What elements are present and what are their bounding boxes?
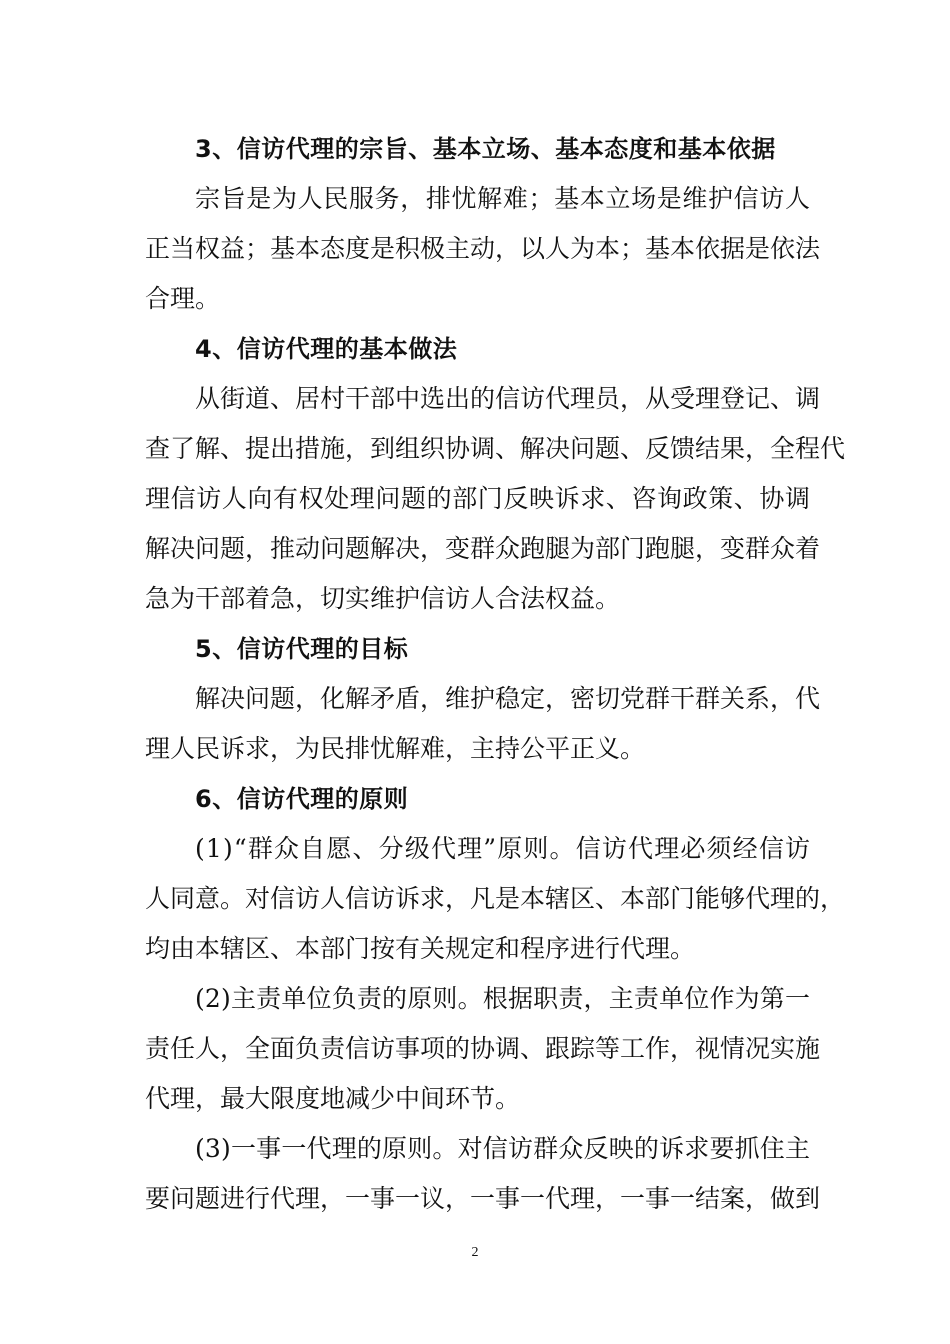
paragraph-line: 要问题进行代理，一事一议，一事一代理，一事一结案，做到 [145,1184,821,1213]
paragraph-line: 代理，最大限度地减少中间环节。 [145,1084,521,1113]
body-paragraph [145,824,846,974]
body-paragraph [145,174,821,324]
paragraph-line: (1)“群众自愿、分级代理”原则。信访代理必须经信访 [195,834,812,863]
paragraph-line: 合理。 [145,284,221,313]
paragraph-line: 理信访人向有权处理问题的部门反映诉求、咨询政策、协调 [145,484,811,513]
paragraph-line: 从街道、居村干部中选出的信访代理员，从受理登记、调 [195,384,821,413]
paragraph-line: 人同意。对信访人信访诉求，凡是本辖区、本部门能够代理的， [145,884,846,913]
section-heading: 6、信访代理的原则 [195,785,409,813]
body-paragraph [145,1124,821,1224]
paragraph-line: 急为干部着急，切实维护信访人合法权益。 [145,584,621,613]
section-heading: 3、信访代理的宗旨、基本立场、基本态度和基本依据 [195,135,776,163]
paragraph-line: 均由本辖区、本部门按有关规定和程序进行代理。 [145,934,696,963]
paragraph-line: 责任人，全面负责信访事项的协调、跟踪等工作，视情况实施 [145,1034,821,1063]
paragraph-line: 解决问题，化解矛盾，维护稳定，密切党群干群关系，代 [195,684,821,713]
paragraph-line: (3)一事一代理的原则。对信访群众反映的诉求要抓住主 [195,1134,811,1163]
body-paragraph [145,674,821,774]
document-body [145,124,846,1224]
body-paragraph [145,374,846,624]
paragraph-line: 查了解、提出措施，到组织协调、解决问题、反馈结果，全程代 [145,434,846,463]
paragraph-line: 正当权益；基本态度是积极主动，以人为本；基本依据是依法 [145,234,821,263]
paragraph-line: 理人民诉求，为民排忧解难，主持公平正义。 [145,734,646,763]
paragraph-line: 解决问题，推动问题解决，变群众跑腿为部门跑腿，变群众着 [145,534,821,563]
section-heading: 4、信访代理的基本做法 [195,335,458,363]
paragraph-line: (2)主责单位负责的原则。根据职责，主责单位作为第一 [195,984,811,1013]
paragraph-line: 宗旨是为人民服务，排忧解难；基本立场是维护信访人 [195,184,811,213]
section-heading: 5、信访代理的目标 [195,635,409,663]
page-number: 2 [471,1245,479,1260]
body-paragraph [145,974,821,1124]
